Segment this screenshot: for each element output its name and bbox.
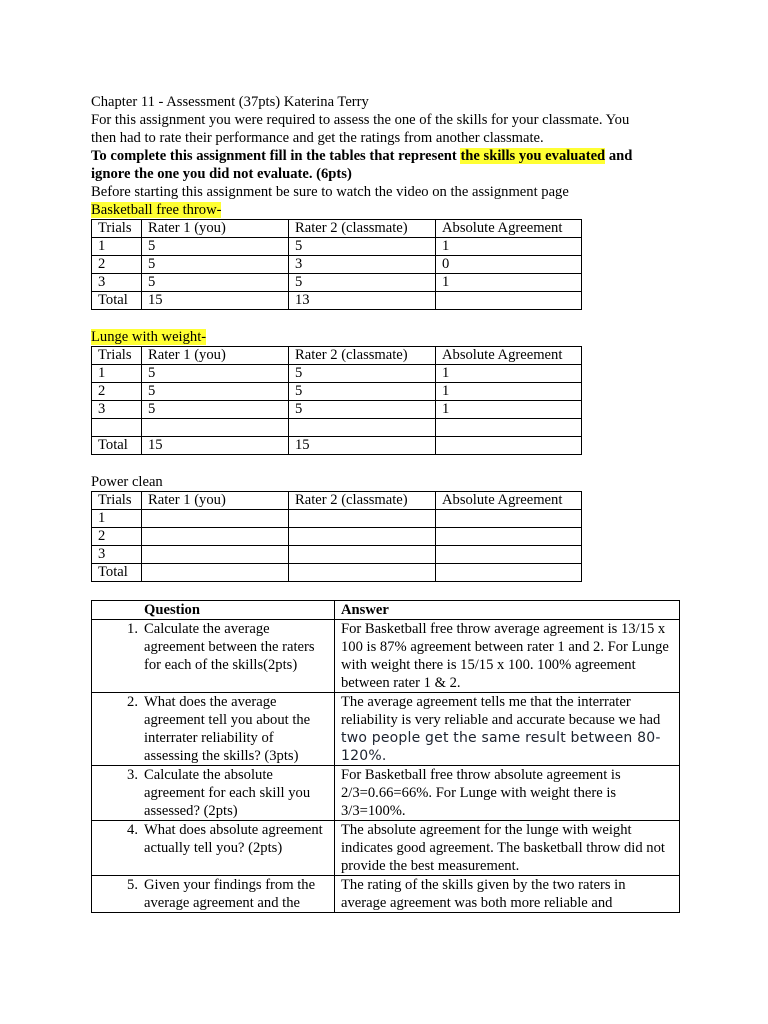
table-row (92, 437, 582, 455)
table-cell (142, 419, 289, 437)
table-row (92, 238, 582, 256)
table-cell: 5 (289, 365, 436, 383)
qa-header-answer: Answer (335, 601, 680, 620)
qa-row (92, 620, 680, 693)
answer-text-pasted: two people get the same result between 80-120%. (341, 730, 661, 764)
table-cell (289, 546, 436, 564)
table-cell (436, 564, 582, 582)
question-text: What does the average agreement tell you about the interrater reliability of assessing the skills? (3pts) (144, 694, 311, 764)
table-cell: 5 (142, 238, 289, 256)
table-cell: 1 (436, 274, 582, 292)
qa-question (92, 876, 335, 913)
table-cell (436, 292, 582, 310)
table-cell (436, 528, 582, 546)
col-header: Absolute Agreement (436, 347, 582, 365)
answer-text: The average agreement tells me that the interrater reliability is very reliable and accurate because we had (341, 694, 661, 728)
table-cell: 5 (289, 238, 436, 256)
table-row (92, 292, 582, 310)
instruction-text-end: and (605, 148, 633, 164)
table-cell (142, 528, 289, 546)
qa-header-question (92, 601, 335, 620)
col-header: Trials (92, 347, 142, 365)
qa-row (92, 766, 680, 821)
table-cell: 1 (92, 365, 142, 383)
table-cell: Total (92, 437, 142, 455)
table-cell: 5 (142, 256, 289, 274)
table-cell: 3 (289, 256, 436, 274)
table-cell: 3 (92, 401, 142, 419)
document-title: Chapter 11 - Assessment (37pts) Katerina Terry (91, 94, 369, 110)
table-row (92, 546, 582, 564)
qa-question (92, 766, 335, 821)
question-number: 4. (127, 822, 138, 838)
table-cell: 5 (289, 274, 436, 292)
instruction-line-2: ignore the one you did not evaluate. (6pts) (91, 166, 352, 182)
lunge-heading-text: Lunge with weight- (91, 329, 207, 345)
basketball-table (91, 219, 582, 310)
table-cell (436, 546, 582, 564)
table-cell (142, 510, 289, 528)
table-row (92, 401, 582, 419)
qa-row (92, 693, 680, 766)
table-cell: 5 (142, 274, 289, 292)
table-cell: Total (92, 292, 142, 310)
lunge-table (91, 346, 582, 455)
table-cell: 1 (436, 383, 582, 401)
qa-question (92, 620, 335, 693)
table-cell: 5 (142, 383, 289, 401)
col-header: Rater 1 (you) (142, 220, 289, 238)
question-text: Calculate the absolute agreement for each skill you assessed? (2pts) (144, 767, 311, 819)
question-text: Calculate the average agreement between the raters for each of the skills(2pts) (144, 621, 315, 673)
qa-header-row (92, 601, 680, 620)
table-cell: 2 (92, 256, 142, 274)
table-cell: 13 (289, 292, 436, 310)
qa-answer: For Basketball free throw average agreement is 13/15 x 100 is 87% agreement between rater 1 and 2. For Lunge with weight there is 15/15 x 100. 100% agreement between rater 1 & 2. (335, 620, 680, 693)
col-header: Trials (92, 220, 142, 238)
video-note: Before starting this assignment be sure to watch the video on the assignment page (91, 184, 569, 200)
table-row (92, 256, 582, 274)
table-cell: 15 (142, 437, 289, 455)
table-cell: 5 (289, 383, 436, 401)
power-clean-heading: Power clean (91, 474, 163, 490)
table-row (92, 365, 582, 383)
table-cell (436, 510, 582, 528)
document-page (91, 93, 691, 913)
qa-table (91, 600, 680, 913)
table-cell (436, 437, 582, 455)
table-cell (289, 528, 436, 546)
table-row (92, 510, 582, 528)
question-number: 1. (127, 621, 138, 637)
instruction-line-1 (91, 147, 691, 165)
table-cell: 5 (142, 401, 289, 419)
table-cell: 1 (436, 401, 582, 419)
table-cell: 1 (436, 365, 582, 383)
table-cell: 2 (92, 528, 142, 546)
qa-question (92, 821, 335, 876)
instruction-text: To complete this assignment fill in the tables that represent (91, 148, 461, 164)
table-cell: 1 (92, 238, 142, 256)
question-number: 3. (127, 767, 138, 783)
table-cell (289, 564, 436, 582)
question-number: 2. (127, 694, 138, 710)
table-header-row (92, 220, 582, 238)
table-cell (142, 546, 289, 564)
question-header-text: Question (144, 602, 200, 618)
table-row (92, 564, 582, 582)
qa-answer (335, 693, 680, 766)
qa-answer: For Basketball free throw absolute agreement is 2/3=0.66=66%. For Lunge with weight there is 3/3=100%. (335, 766, 680, 821)
intro-line-1: For this assignment you were required to assess the one of the skills for your classmate. You (91, 112, 630, 128)
table-cell: 3 (92, 274, 142, 292)
col-header: Rater 2 (classmate) (289, 220, 436, 238)
table-row (92, 383, 582, 401)
table-cell: 2 (92, 383, 142, 401)
question-number: 5. (127, 877, 138, 893)
basketball-heading (91, 201, 691, 219)
qa-row (92, 821, 680, 876)
col-header: Absolute Agreement (436, 492, 582, 510)
question-text: Given your findings from the average agreement and the (144, 877, 316, 911)
col-header: Absolute Agreement (436, 220, 582, 238)
table-cell: 0 (436, 256, 582, 274)
lunge-heading (91, 328, 691, 346)
qa-answer: The rating of the skills given by the two raters in average agreement was both more reliable and (335, 876, 680, 913)
col-header: Rater 2 (classmate) (289, 347, 436, 365)
table-row (92, 274, 582, 292)
table-cell (289, 419, 436, 437)
col-header: Rater 1 (you) (142, 347, 289, 365)
qa-row (92, 876, 680, 913)
table-cell: 15 (142, 292, 289, 310)
table-header-row (92, 347, 582, 365)
intro-line-2: then had to rate their performance and get the ratings from another classmate. (91, 130, 544, 146)
instruction-highlight: the skills you evaluated (460, 148, 606, 164)
question-text: What does absolute agreement actually tell you? (2pts) (144, 822, 323, 856)
col-header: Trials (92, 492, 142, 510)
qa-answer: The absolute agreement for the lunge with weight indicates good agreement. The basketball throw did not provide the best measurement. (335, 821, 680, 876)
col-header: Rater 1 (you) (142, 492, 289, 510)
table-cell: 15 (289, 437, 436, 455)
table-cell: 1 (436, 238, 582, 256)
table-header-row (92, 492, 582, 510)
basketball-heading-text: Basketball free throw- (91, 202, 222, 218)
table-cell (92, 419, 142, 437)
table-cell: Total (92, 564, 142, 582)
qa-question (92, 693, 335, 766)
table-cell (142, 564, 289, 582)
table-cell: 1 (92, 510, 142, 528)
table-row (92, 528, 582, 546)
table-cell (436, 419, 582, 437)
table-cell: 3 (92, 546, 142, 564)
table-cell: 5 (142, 365, 289, 383)
table-row (92, 419, 582, 437)
col-header: Rater 2 (classmate) (289, 492, 436, 510)
table-cell (289, 510, 436, 528)
power-clean-table (91, 491, 582, 582)
table-cell: 5 (289, 401, 436, 419)
